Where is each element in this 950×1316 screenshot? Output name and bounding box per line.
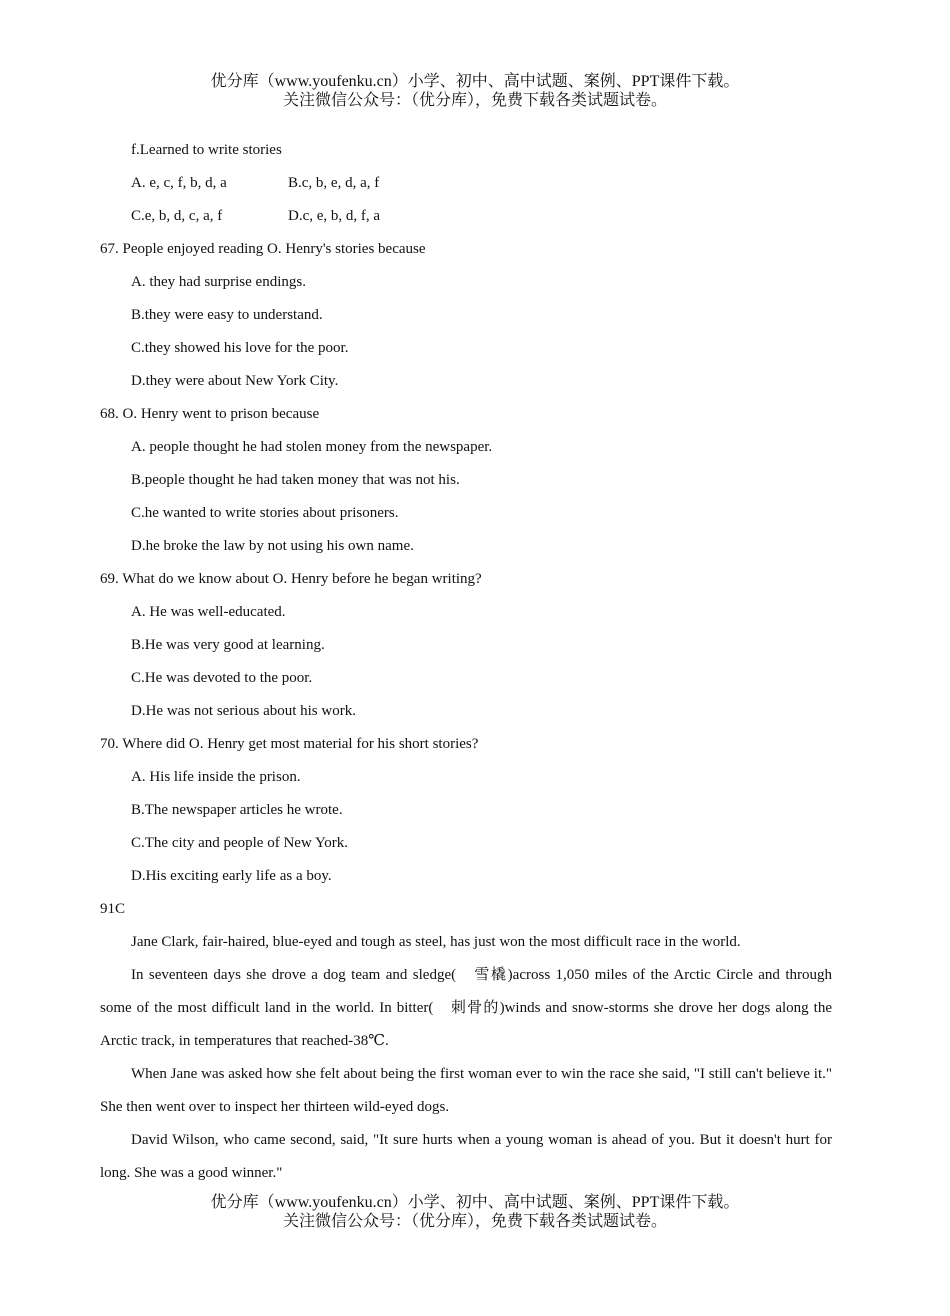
question-69-option-c: C.He was devoted to the poor. — [131, 670, 313, 686]
document-body — [100, 134, 832, 1190]
question-68-option-b: B.people thought he had taken money that was not his. — [131, 472, 460, 488]
question-67-option-b: B.they were easy to understand. — [131, 307, 323, 323]
question-70-option-d: D.His exciting early life as a boy. — [131, 868, 332, 884]
q66-options-row-1 — [100, 167, 832, 200]
question-70-option-c: C.The city and people of New York. — [131, 835, 349, 851]
q66-option-c: C.e, b, d, c, a, f — [131, 208, 223, 224]
question-68-option-a: A. people thought he had stolen money from the newspaper. — [131, 439, 493, 455]
section-label: 91C — [100, 901, 126, 917]
question-70-stem: 70. Where did O. Henry get most material for his short stories? — [100, 736, 479, 752]
question-69-option-d: D.He was not serious about his work. — [131, 703, 356, 719]
question-68-stem: 68. O. Henry went to prison because — [100, 406, 320, 422]
question-70-option-b: B.The newspaper articles he wrote. — [131, 802, 343, 818]
header-line-1: 优分库（www.youfenku.cn）小学、初中、高中试题、案例、PPT课件下载。 — [210, 73, 740, 90]
passage-paragraph-1: Jane Clark, fair-haired, blue-eyed and tough as steel, has just won the most difficult race in the world. — [131, 934, 741, 950]
q66-option-a: A. e, c, f, b, d, a — [131, 175, 227, 191]
passage-paragraph-2: In seventeen days she drove a dog team and sledge( 雪橇)across 1,050 miles of the Arctic Circle and through some of the most difficult land in the world. In bitter( 刺骨的)winds and snow-storms she drove her dogs along the Arctic track, in temperatures that reached-38℃. — [100, 967, 832, 1049]
question-68-option-c: C.he wanted to write stories about prisoners. — [131, 505, 399, 521]
footer-banner — [0, 1193, 950, 1231]
footer-line-2: 关注微信公众号：（优分库），免费下载各类试题试卷。 — [282, 1213, 667, 1230]
question-67-stem: 67. People enjoyed reading O. Henry's stories because — [100, 241, 426, 257]
q66-options-row-2 — [100, 200, 832, 233]
header-banner — [0, 72, 950, 110]
passage-paragraph-3: When Jane was asked how she felt about being the first woman ever to win the race she said, "I still can't believe it." She then went over to inspect her thirteen wild-eyed dogs. — [100, 1066, 832, 1115]
question-70-option-a: A. His life inside the prison. — [131, 769, 301, 785]
question-69-stem: 69. What do we know about O. Henry before he began writing? — [100, 571, 482, 587]
question-69-option-a: A. He was well-educated. — [131, 604, 286, 620]
q66-option-b: B.c, b, e, d, a, f — [288, 175, 380, 191]
q66-option-d: D.c, e, b, d, f, a — [288, 208, 381, 224]
passage-paragraph-4: David Wilson, who came second, said, "It sure hurts when a young woman is ahead of you. But it doesn't hurt for long. She was a good winner." — [100, 1132, 832, 1181]
question-69-option-b: B.He was very good at learning. — [131, 637, 325, 653]
question-67-option-d: D.they were about New York City. — [131, 373, 339, 389]
question-67-option-c: C.they showed his love for the poor. — [131, 340, 349, 356]
header-line-2: 关注微信公众号：（优分库），免费下载各类试题试卷。 — [282, 92, 667, 109]
q66-item-f: f.Learned to write stories — [131, 142, 282, 158]
footer-line-1: 优分库（www.youfenku.cn）小学、初中、高中试题、案例、PPT课件下载。 — [210, 1194, 740, 1211]
question-67-option-a: A. they had surprise endings. — [131, 274, 306, 290]
question-68-option-d: D.he broke the law by not using his own name. — [131, 538, 414, 554]
